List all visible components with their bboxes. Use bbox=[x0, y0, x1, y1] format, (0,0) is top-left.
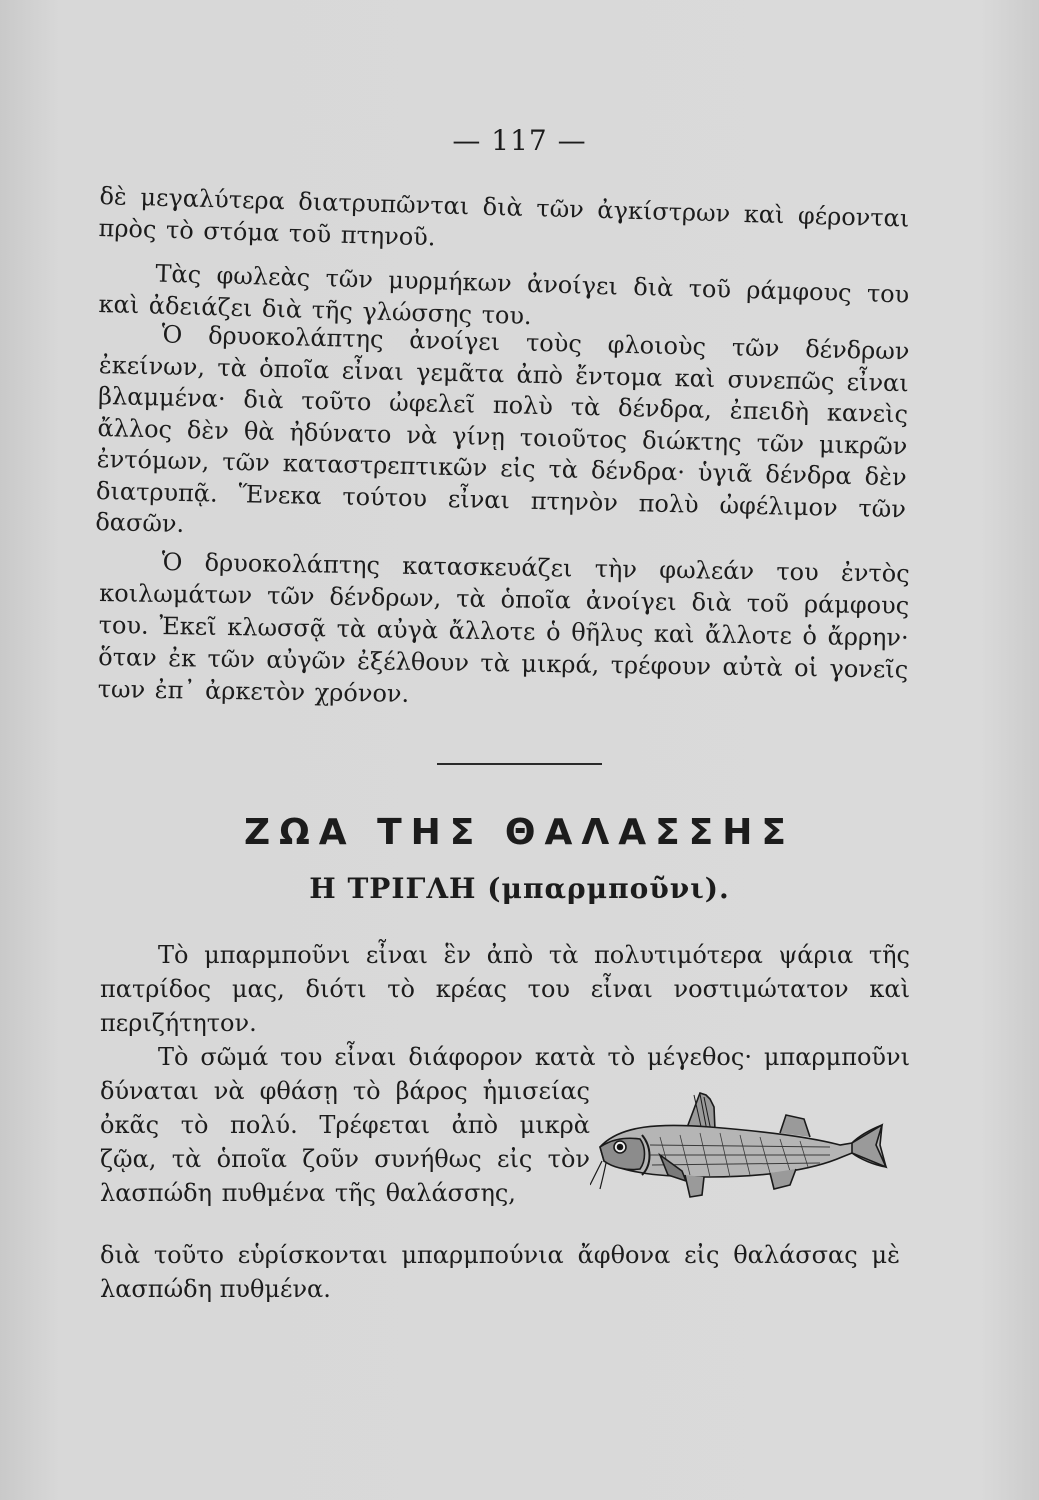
page-number: — 117 — bbox=[452, 124, 587, 157]
paragraph-woodpecker-nest: Ὁ δρυοκολάπτης κατασκευάζει τὴν φωλεάν του ἐντὸς κοιλωμάτων τῶν δένδρων, τὰ ὁποῖα ἀνοίγει διὰ τοῦ ράμφους του. Ἐκεῖ κλωσσᾷ τὰ αὐγὰ ἄλλοτε ὁ θῆλυς καὶ ἄλλοτε ὁ ἄρρην· ὅταν ἐκ τῶν αὐγῶν ἐξέλθουν τὰ μικρά, τρέφουν αὐτὰ οἱ γονεῖς των ἐπ᾽ ἀρκετὸν χρόνον. bbox=[97, 547, 910, 708]
section-title: ΖΩΑ ΤΗΣ ΘΑΛΑΣΣΗΣ bbox=[243, 812, 795, 853]
section-divider bbox=[437, 763, 602, 765]
paragraph-woodpecker-benefit: Ὁ δρυοκολάπτης ἀνοίγει τοὺς φλοιοὺς τῶν δένδρων ἐκείνων, τὰ ὁποῖα εἶναι γεμᾶτα ἀπὸ ἔντομα καὶ συνεπῶς εἶναι βλαμμένα· διὰ τοῦτο ὠφελεῖ πολὺ τὰ δένδρα, ἐπειδὴ κανεὶς ἄλλος δὲν θὰ ἠδύνατο νὰ γίνῃ τοιοῦτος διώκτης τῶν μικρῶν ἐντόμων, τῶν καταστρεπτικῶν εἰς τὰ δένδρα· ὑγιᾶ δένδρα δὲν διατρυπᾷ. Ἕνεκα τούτου εἶναι πτηνὸν πολὺ ὠφέλιμον τῶν δασῶν. bbox=[95, 320, 910, 538]
paragraph-mullet-body-text: Τὸ σῶμά του εἶναι διάφορον κατὰ τὸ μέγεθος· μπαρμποῦνι δύναται νὰ φθάσῃ τὸ βάρος ἡμισείας ὀκᾶς τὸ πολύ. Τρέφεται ἀπὸ μικρὰ ζῷα, τὰ ὁποῖα ζοῦν συνήθως εἰς τὸν λασπώδη πυθμένα τῆς θαλάσσης, bbox=[100, 1043, 910, 1207]
red-mullet-icon bbox=[590, 1093, 886, 1197]
paragraph-ant-nests: Τὰς φωλεὰς τῶν μυρμήκων ἀνοίγει διὰ τοῦ ράμφους του καὶ ἀδειάζει διὰ τῆς γλώσσης του. bbox=[98, 259, 910, 331]
paragraph-mullet-intro: Τὸ μπαρμποῦνι εἶναι ἓν ἀπὸ τὰ πολυτιμότερα ψάρια τῆς πατρίδος μας, διότι τὸ κρέας του εἶναι νοστιμώτατον καὶ περιζήτητον. bbox=[100, 941, 910, 1037]
fish-illustration bbox=[590, 1085, 890, 1205]
paragraph-continuation: δὲ μεγαλύτερα διατρυπῶνται διὰ τῶν ἀγκίστρων καὶ φέρονται πρὸς τὸ στόμα τοῦ πτηνοῦ. bbox=[98, 181, 910, 252]
subsection-title: Η ΤΡΙΓΛΗ (μπαρμποῦνι). bbox=[309, 872, 730, 905]
paragraph-mullet-conclusion: διὰ τοῦτο εὑρίσκονται μπαρμπούνια ἄφθονα εἰς θαλάσσας μὲ λασπώδη πυθμένα. bbox=[100, 1241, 900, 1303]
